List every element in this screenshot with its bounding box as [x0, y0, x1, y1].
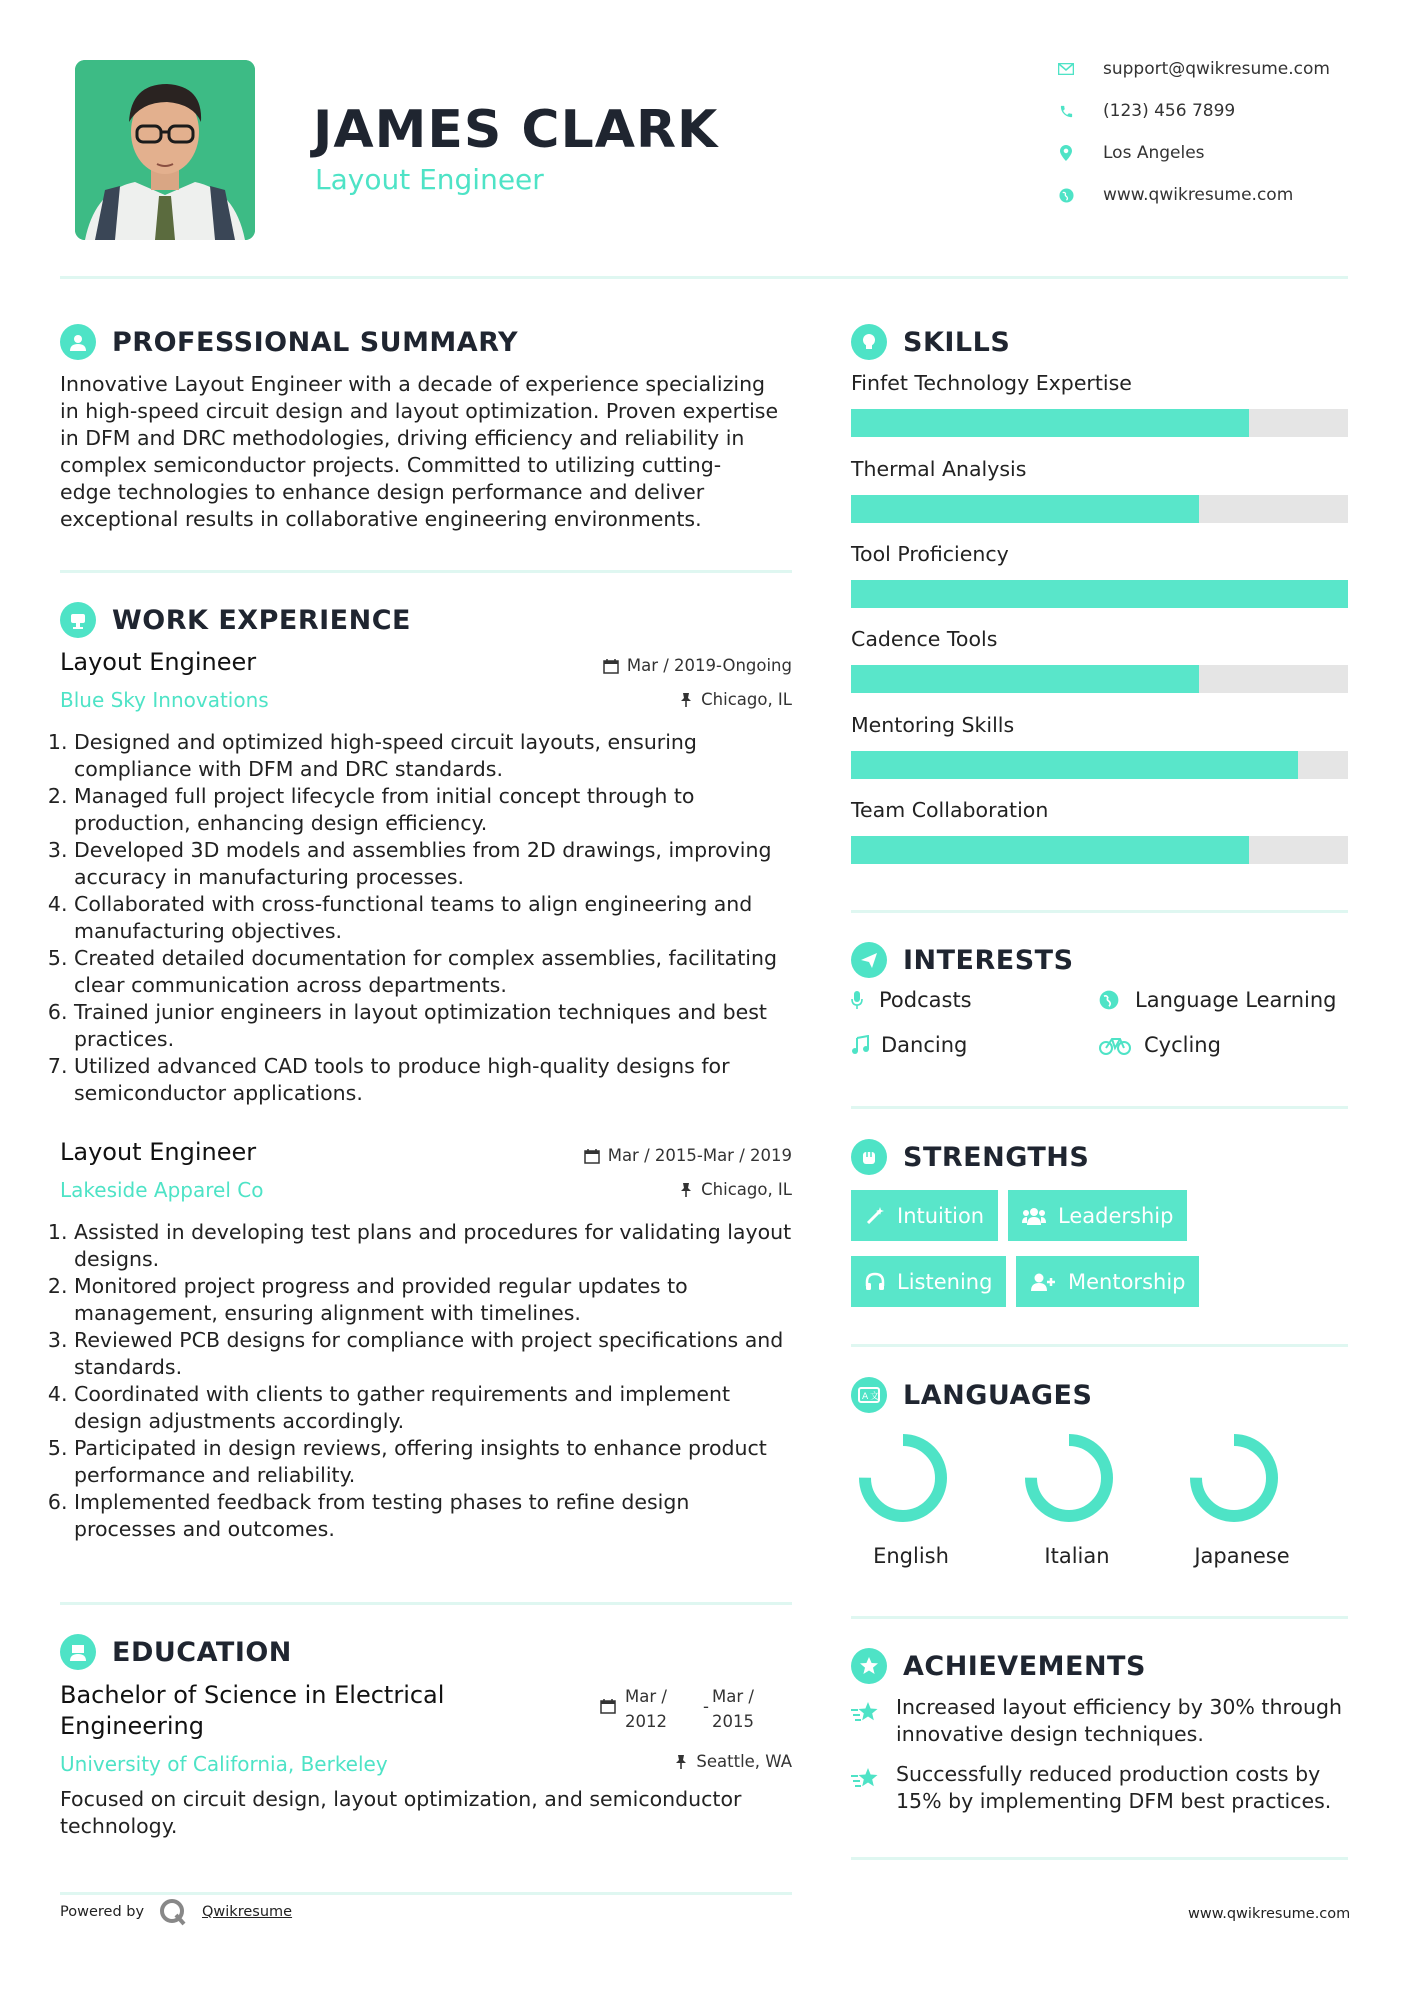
contact-website-text: www.qwikresume.com	[1103, 185, 1294, 205]
language-ring	[1186, 1430, 1282, 1526]
job-title: Layout Engineer	[60, 1138, 257, 1166]
strength-label: Listening	[897, 1269, 993, 1294]
job-company: Lakeside Apparel Co	[60, 1178, 264, 1202]
achievement-line: innovative design techniques.	[896, 1722, 1204, 1746]
languages-heading	[851, 1377, 1092, 1413]
interest-label: Podcasts	[879, 988, 972, 1012]
achievement-line: Successfully reduced production costs by	[896, 1762, 1321, 1786]
language-ring	[1021, 1430, 1117, 1526]
edu-end-year: 2015	[712, 1712, 754, 1731]
interest-item	[1099, 1033, 1221, 1057]
footer-website[interactable]: www.qwikresume.com	[1188, 1906, 1351, 1922]
skill-bar	[851, 751, 1348, 779]
interest-item	[1099, 988, 1336, 1012]
paper-plane-icon	[851, 942, 887, 978]
globe-icon	[1055, 184, 1077, 206]
skill-bar-fill	[851, 580, 1348, 608]
candidate-name: JAMES CLARK	[313, 100, 719, 160]
skill-bar	[851, 495, 1348, 523]
job-location	[560, 1180, 792, 1199]
strength-badge	[1008, 1190, 1187, 1241]
summary-line: edge technologies to enhance design performance and deliver	[60, 480, 705, 504]
languages-title: LANGUAGES	[903, 1379, 1093, 1411]
strength-badge	[1016, 1256, 1199, 1307]
music-icon	[851, 1035, 879, 1055]
summary-line: in DFM and DRC methodologies, driving efficiency and reliability in	[60, 426, 745, 450]
skills-heading	[851, 324, 1010, 360]
summary-divider	[60, 570, 792, 573]
achievements-divider	[851, 1857, 1348, 1860]
education-divider	[60, 1892, 792, 1895]
edu-location	[560, 1752, 792, 1771]
degree-line: Engineering	[60, 1712, 204, 1740]
skill-bar	[851, 580, 1348, 608]
contact-email[interactable]	[1055, 58, 1330, 80]
candidate-role: Layout Engineer	[315, 163, 544, 196]
language-label: Italian	[1044, 1544, 1110, 1568]
language-ring	[855, 1430, 951, 1526]
skill-label: Thermal Analysis	[851, 457, 1027, 481]
list-item: 2. Monitored project progress and provided regular updates to management, ensuring alignment with timelines.	[74, 1273, 796, 1327]
education-heading	[60, 1634, 292, 1670]
pin-icon	[679, 1182, 693, 1198]
degree	[60, 1680, 444, 1742]
job-title: Layout Engineer	[60, 648, 257, 676]
strengths-title: STRENGTHS	[903, 1141, 1090, 1173]
list-item: 5. Created detailed documentation for complex assemblies, facilitating clear communication across departments.	[74, 945, 796, 999]
edu-description	[60, 1786, 741, 1840]
summary-text	[60, 371, 778, 533]
achievements-title: ACHIEVEMENTS	[903, 1650, 1146, 1682]
job-company: Blue Sky Innovations	[60, 688, 269, 712]
phone-icon	[1055, 100, 1077, 122]
list-item: 4. Coordinated with clients to gather requirements and implement design adjustments accordingly.	[74, 1381, 796, 1435]
strengths-heading	[851, 1139, 1089, 1175]
summary-line: Innovative Layout Engineer with a decade of experience specializing	[60, 372, 766, 396]
summary-title: PROFESSIONAL SUMMARY	[112, 326, 519, 358]
strength-label: Intuition	[897, 1203, 985, 1228]
skill-bar	[851, 665, 1348, 693]
strength-label: Leadership	[1058, 1203, 1174, 1228]
users-icon	[1022, 1206, 1046, 1226]
summary-line: complex semiconductor projects. Committed to utilizing cutting-	[60, 453, 722, 477]
summary-line: exceptional results in collaborative engineering environments.	[60, 507, 702, 531]
interest-label: Language Learning	[1135, 988, 1337, 1012]
education-title: EDUCATION	[112, 1636, 292, 1668]
edu-start-month: Mar /	[625, 1687, 667, 1706]
calendar-icon	[600, 1698, 616, 1714]
list-item: 3. Developed 3D models and assemblies from 2D drawings, improving accuracy in manufacturing processes.	[74, 837, 796, 891]
achievement-item	[896, 1761, 1331, 1815]
job-dates-text: Mar / 2019-Ongoing	[626, 656, 792, 675]
summary-line: in high-speed circuit design and layout optimization. Proven expertise	[60, 399, 779, 423]
strengths-divider	[851, 1344, 1348, 1347]
interest-label: Dancing	[881, 1033, 968, 1057]
contact-location-text: Los Angeles	[1103, 143, 1205, 163]
edu-start-date	[625, 1684, 667, 1734]
user-icon	[60, 324, 96, 360]
lightbulb-icon	[851, 324, 887, 360]
degree-line: Bachelor of Science in Electrical	[60, 1681, 445, 1709]
calendar-icon	[603, 658, 619, 674]
user-plus-icon	[1030, 1272, 1056, 1292]
skill-bar-fill	[851, 665, 1199, 693]
skill-bar-fill	[851, 409, 1249, 437]
fist-icon	[851, 1139, 887, 1175]
experience-heading	[60, 602, 411, 638]
calendar-icon	[584, 1148, 600, 1164]
star-icon	[851, 1648, 887, 1684]
job-location-text: Chicago, IL	[701, 1180, 792, 1199]
edu-end-date	[712, 1684, 754, 1734]
interest-item	[851, 988, 972, 1012]
job-duties	[56, 729, 796, 1107]
list-item: 5. Participated in design reviews, offering insights to enhance product performance and reliability.	[74, 1435, 796, 1489]
languages-divider	[851, 1616, 1348, 1619]
strength-label: Mentorship	[1068, 1269, 1186, 1294]
summary-heading	[60, 324, 518, 360]
interests-title: INTERESTS	[903, 944, 1074, 976]
profile-photo	[75, 60, 255, 240]
skill-label: Cadence Tools	[851, 627, 998, 651]
job-dates	[520, 1146, 792, 1165]
contact-location	[1055, 142, 1205, 164]
interests-divider	[851, 1106, 1348, 1109]
list-item: 7. Utilized advanced CAD tools to produce high-quality designs for semiconductor applications.	[74, 1053, 796, 1107]
strength-badge	[851, 1256, 1006, 1307]
job-duties	[56, 1219, 796, 1543]
email-icon	[1055, 58, 1077, 80]
edu-end-month: Mar /	[712, 1687, 754, 1706]
contact-website[interactable]	[1055, 184, 1293, 206]
contact-phone-text: (123) 456 7899	[1103, 101, 1236, 121]
microphone-icon	[851, 990, 877, 1010]
header-divider	[60, 276, 1348, 279]
graduate-icon	[60, 1634, 96, 1670]
achievement-item	[896, 1694, 1342, 1748]
pin-icon	[674, 1754, 688, 1770]
skill-bar-fill	[851, 751, 1298, 779]
achievement-line: Increased layout efficiency by 30% through	[896, 1695, 1342, 1719]
job-location-text: Chicago, IL	[701, 690, 792, 709]
list-item: 1. Designed and optimized high-speed circuit layouts, ensuring compliance with DFM and DRC standards.	[74, 729, 796, 783]
bicycle-icon	[1099, 1035, 1142, 1055]
interest-label: Cycling	[1144, 1033, 1221, 1057]
list-item: 6. Trained junior engineers in layout optimization techniques and best practices.	[74, 999, 796, 1053]
globe-icon	[1099, 990, 1133, 1010]
magic-wand-icon	[865, 1206, 885, 1226]
star-award-icon	[851, 1766, 881, 1792]
location-icon	[1055, 142, 1077, 164]
skill-label: Mentoring Skills	[851, 713, 1015, 737]
job-location	[560, 690, 792, 709]
qwikresume-link[interactable]: Qwikresume	[202, 1904, 293, 1920]
edu-description-line: Focused on circuit design, layout optimization, and semiconductor	[60, 1787, 742, 1811]
powered-by-label: Powered by	[60, 1904, 145, 1920]
skills-title: SKILLS	[903, 326, 1011, 358]
job-dates-text: Mar / 2015-Mar / 2019	[607, 1146, 792, 1165]
contact-email-text: support@qwikresume.com	[1103, 59, 1330, 79]
pin-icon	[679, 692, 693, 708]
avatar-image	[75, 60, 255, 240]
skill-label: Tool Proficiency	[851, 542, 1009, 566]
list-item: 4. Collaborated with cross-functional teams to align engineering and manufacturing objectives.	[74, 891, 796, 945]
qwikresume-logo-icon	[158, 1897, 188, 1927]
list-item: 1. Assisted in developing test plans and procedures for validating layout designs.	[74, 1219, 796, 1273]
interest-item	[851, 1033, 967, 1057]
achievement-line: 15% by implementing DFM best practices.	[896, 1789, 1332, 1813]
list-item: 3. Reviewed PCB designs for compliance with project specifications and standards.	[74, 1327, 796, 1381]
interests-heading	[851, 942, 1074, 978]
school: University of California, Berkeley	[60, 1752, 388, 1776]
edu-start-year: 2012	[625, 1712, 667, 1731]
skill-bar	[851, 409, 1348, 437]
edu-location-text: Seattle, WA	[696, 1752, 792, 1771]
language-label: English	[873, 1544, 949, 1568]
list-item: 6. Implemented feedback from testing phases to refine design processes and outcomes.	[74, 1489, 796, 1543]
skill-bar-fill	[851, 495, 1199, 523]
translate-icon	[851, 1377, 887, 1413]
skill-bar	[851, 836, 1348, 864]
experience-title: WORK EXPERIENCE	[112, 604, 411, 636]
contact-phone[interactable]	[1055, 100, 1235, 122]
headphones-icon	[865, 1272, 885, 1292]
experience-divider	[60, 1602, 792, 1605]
achievements-heading	[851, 1648, 1146, 1684]
briefcase-icon	[60, 602, 96, 638]
skill-bar-fill	[851, 836, 1249, 864]
list-item: 2. Managed full project lifecycle from initial concept through to production, enhancing design efficiency.	[74, 783, 796, 837]
star-award-icon	[851, 1700, 881, 1726]
skills-divider	[851, 910, 1348, 913]
job-dates	[560, 656, 792, 675]
skill-label: Finfet Technology Expertise	[851, 371, 1132, 395]
strength-badge	[851, 1190, 998, 1241]
svg-text:A: A	[862, 1392, 869, 1402]
svg-text:文: 文	[870, 1392, 880, 1402]
edu-date-dash: -	[703, 1697, 709, 1716]
edu-description-line: technology.	[60, 1814, 178, 1838]
language-label: Japanese	[1194, 1544, 1290, 1568]
skill-label: Team Collaboration	[851, 798, 1049, 822]
